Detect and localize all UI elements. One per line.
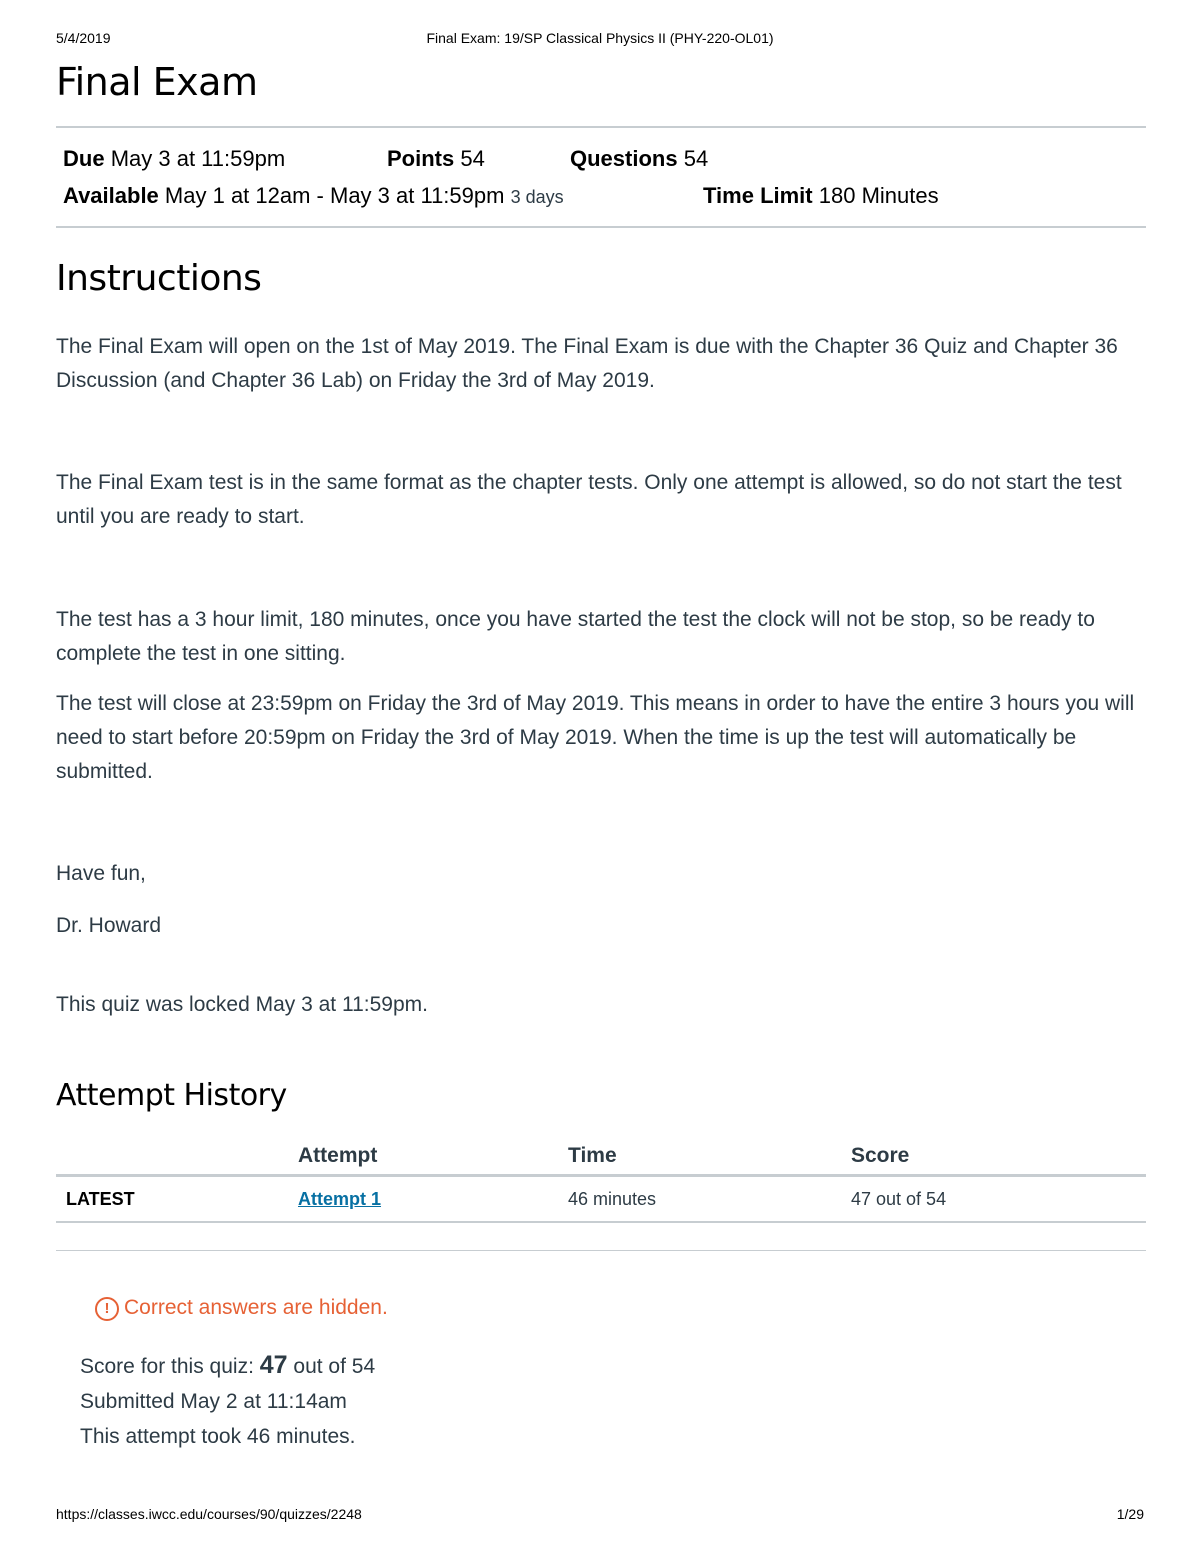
answers-hidden-notice	[95, 1296, 388, 1321]
instructor-name: Dr. Howard	[56, 914, 162, 937]
print-date: 5/4/2019	[56, 30, 111, 46]
column-header	[56, 1138, 298, 1176]
score-line	[80, 1348, 375, 1384]
time-limit	[703, 183, 939, 209]
score-suffix: out of 54	[293, 1355, 376, 1378]
attempt-duration: This attempt took 46 minutes.	[80, 1425, 356, 1448]
page-url: https://classes.iwcc.edu/courses/90/quizzes/2248	[56, 1506, 362, 1522]
divider	[56, 126, 1146, 128]
due-label: Due	[63, 146, 105, 171]
exclamation-circle-icon: !	[95, 1297, 119, 1321]
score-summary	[80, 1348, 375, 1454]
score-value: 47	[259, 1351, 288, 1379]
table-header-row	[56, 1138, 1146, 1176]
points-value: 54	[460, 146, 485, 171]
points-label: Points	[387, 146, 455, 171]
sign-off: Have fun,	[56, 862, 146, 885]
availability	[63, 183, 564, 209]
attempt-history-table	[56, 1138, 1146, 1223]
lock-notice: This quiz was locked May 3 at 11:59pm.	[56, 993, 428, 1016]
column-header-time: Time	[568, 1138, 851, 1176]
available-value: May 1 at 12am - May 3 at 11:59pm	[164, 183, 505, 208]
submitted-time: Submitted May 2 at 11:14am	[80, 1390, 347, 1413]
divider	[56, 226, 1146, 228]
page-number: 1/29	[1116, 1506, 1144, 1522]
attempt-cell	[298, 1176, 568, 1223]
due-value: May 3 at 11:59pm	[110, 146, 286, 171]
print-page-title: Final Exam: 19/SP Classical Physics II (PHY-220-OL01)	[426, 30, 774, 46]
notice-text: Correct answers are hidden.	[124, 1296, 388, 1319]
available-label: Available	[63, 183, 159, 208]
instructions-paragraph: The test has a 3 hour limit, 180 minutes, once you have started the test the clock will not be stop, so be ready to complete the test in one sitting.	[56, 608, 1095, 665]
available-duration: 3 days	[510, 187, 564, 207]
time-limit-value: 180 Minutes	[818, 183, 939, 208]
questions-value: 54	[683, 146, 709, 171]
score-cell: 47 out of 54	[851, 1176, 1146, 1223]
attempt-link[interactable]: Attempt 1	[298, 1188, 382, 1209]
score-prefix: Score for this quiz:	[80, 1355, 254, 1378]
attempt-history-heading: Attempt History	[56, 1078, 287, 1113]
due-date	[63, 146, 285, 172]
time-limit-label: Time Limit	[703, 183, 813, 208]
instructions-paragraph: The Final Exam will open on the 1st of May 2019. The Final Exam is due with the Chapter 36 Quiz and Chapter 36 Discussion (and Chapter 36 Lab) on Friday the 3rd of May 2019.	[56, 335, 1118, 392]
points	[387, 146, 485, 172]
instructions-heading: Instructions	[56, 258, 262, 299]
print-header	[56, 30, 1144, 50]
column-header-attempt: Attempt	[298, 1138, 568, 1176]
time-cell: 46 minutes	[568, 1176, 851, 1223]
questions	[570, 146, 708, 172]
instructions-paragraph: The Final Exam test is in the same format as the chapter tests. Only one attempt is allowed, so do not start the test until you are ready to start.	[56, 471, 1122, 528]
column-header-score: Score	[851, 1138, 1146, 1176]
page-title: Final Exam	[56, 60, 258, 104]
questions-label: Questions	[570, 146, 678, 171]
table-row	[56, 1176, 1146, 1223]
instructions-paragraph: The test will close at 23:59pm on Friday the 3rd of May 2019. This means in order to have the entire 3 hours you will need to start before 20:59pm on Friday the 3rd of May 2019. When the time is up the test will automatically be submitted.	[56, 692, 1135, 783]
latest-tag: LATEST	[56, 1176, 298, 1223]
divider	[56, 1250, 1146, 1251]
